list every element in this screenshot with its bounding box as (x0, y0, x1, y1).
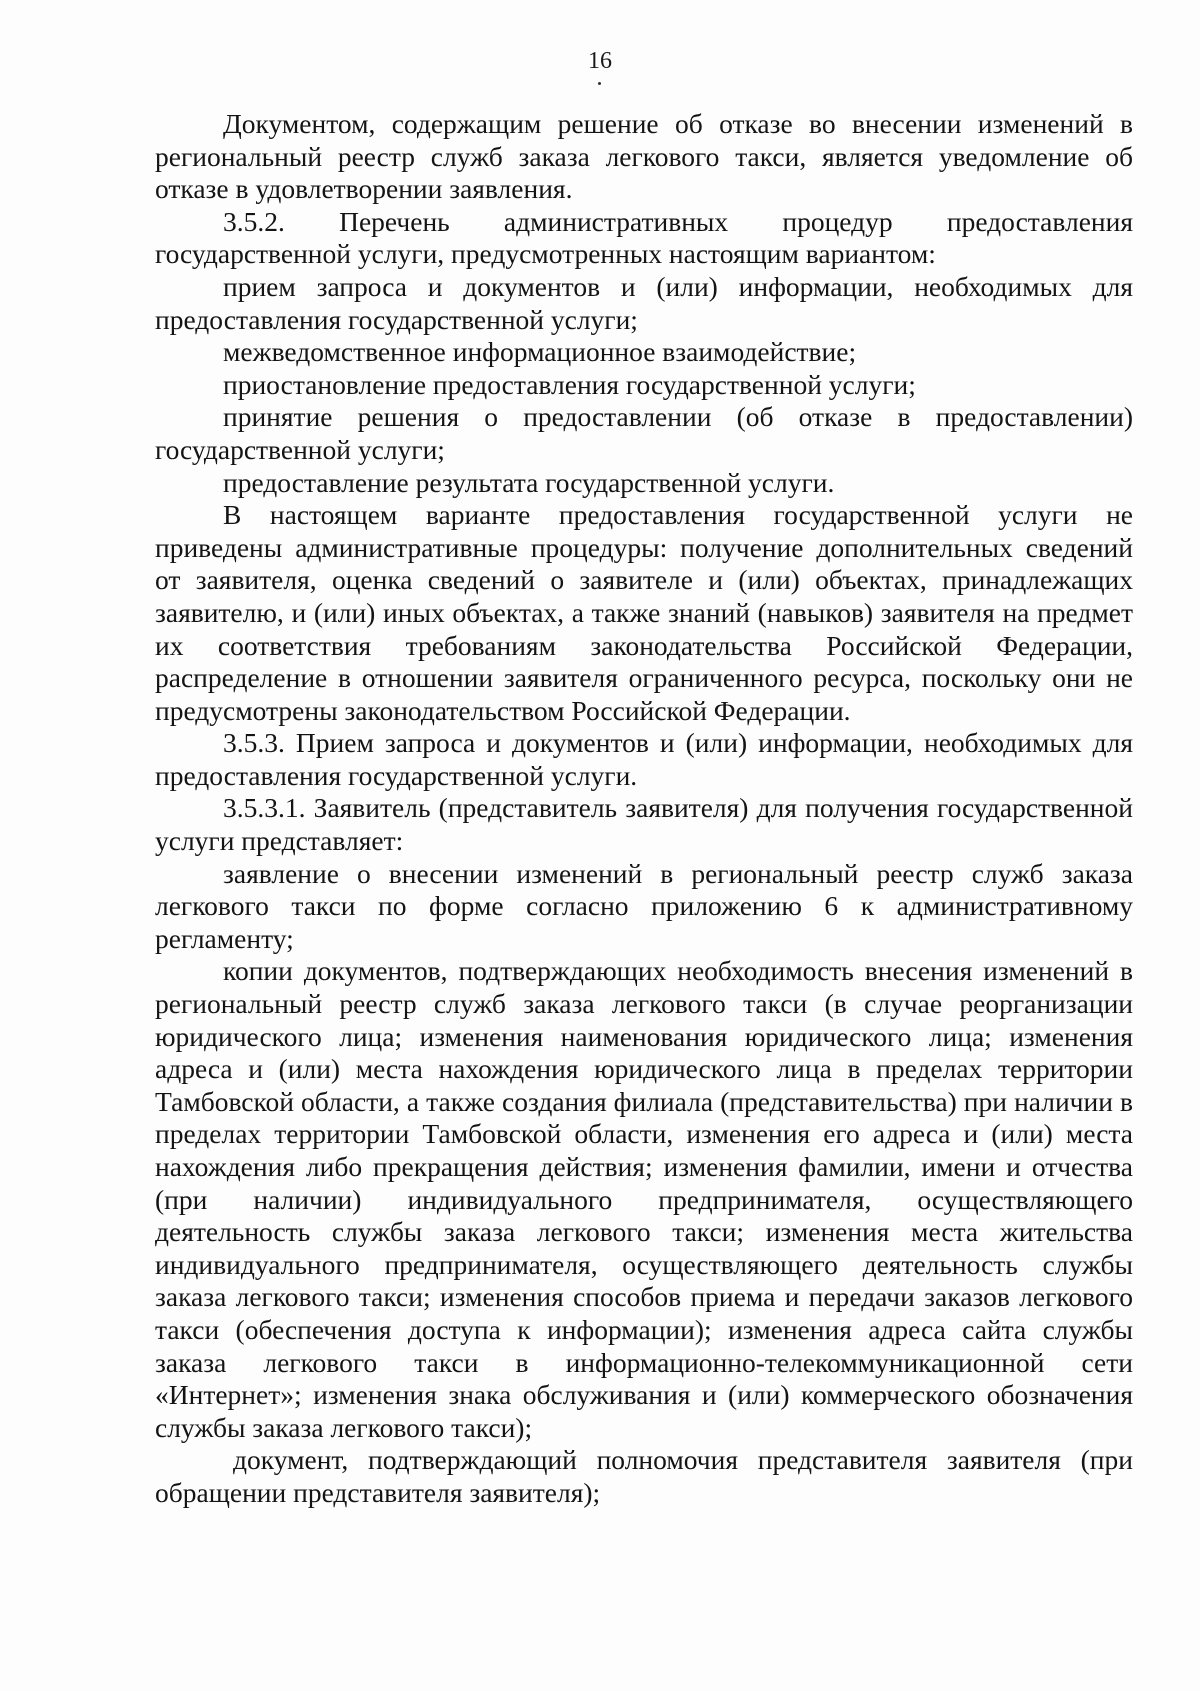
list-item-decision: принятие решения о предоставлении (об отказе в предоставлении) государственной услуги; (155, 401, 1133, 465)
list-item-suspension: приостановление предоставления государственной услуги; (223, 368, 916, 400)
page-number: 16 (588, 48, 612, 74)
list-item-result: предоставление результата государственной услуги. (223, 466, 835, 498)
paragraph-not-included-procedures: В настоящем варианте предоставления государственной услуги не приведены административные процедуры: получение дополнительных сведений от заявителя, оценка сведений о заявителе и (или) объектах, принадлежащих заявителю, и (или) иных объектах, а также знаний (навыков) заявителя на предмет их соответствия требованиям законодательства Российской Федерации, распределение в отношении заявителя ограниченного ресурса, поскольку они не предусмотрены законодательством Российской Федерации. (155, 499, 1133, 726)
paragraph-refusal-document: Документом, содержащим решение об отказе во внесении изменений в региональный реестр служб заказа легкового такси, является уведомление об отказе в удовлетворении заявления. (155, 108, 1133, 205)
list-item-interagency: межведомственное информационное взаимодействие; (223, 336, 857, 368)
paragraph-3-5-2: 3.5.2. Перечень административных процедур предоставления государственной услуги, предусмотренных настоящим вариантом: (155, 205, 1133, 270)
list-item-request-reception: прием запроса и документов и (или) информации, необходимых для предоставления государственной услуги; (155, 270, 1133, 335)
list-item-document-copies: копии документов, подтверждающих необходимость внесения изменений в региональный реестр служб заказа легкового такси (в случае реорганизации юридического лица; изменения наименования юридического лица; изменения адреса и (или) места нахождения юридического лица в пределах территории Тамбовской области, а также создания филиала (представительства) при наличии в пределах территории Тамбовской области, изменения его адреса и (или) места нахождения либо прекращения действия; изменения фамилии, имени и отчества (при наличии) индивидуального предпринимателя, осуществляющего деятельность службы заказа легкового такси; изменения места жительства индивидуального предпринимателя, осуществляющего деятельность службы заказа легкового такси; изменения способов приема и передачи заказов легкового такси (обеспечения доступа к информации); изменения адреса сайта службы заказа легкового такси в информационно-телекоммуникационной сети «Интернет»; изменения знака обслуживания и (или) коммерческого обозначения службы заказа легкового такси); (155, 955, 1133, 1443)
paragraph-3-5-3-1: 3.5.3.1. Заявитель (представитель заявителя) для получения государственной услуги представляет: (155, 792, 1133, 857)
document-body (155, 108, 1133, 1510)
list-item-authority-document: документ, подтверждающий полномочия представителя заявителя (при обращении представителя заявителя); (155, 1444, 1133, 1508)
list-item-application: заявление о внесении изменений в региональный реестр служб заказа легкового такси по форме согласно приложению 6 к административному регламенту; (155, 857, 1133, 954)
paragraph-3-5-3: 3.5.3. Прием запроса и документов и (или) информации, необходимых для предоставления государственной услуги. (155, 727, 1133, 791)
scan-dot (598, 82, 601, 85)
